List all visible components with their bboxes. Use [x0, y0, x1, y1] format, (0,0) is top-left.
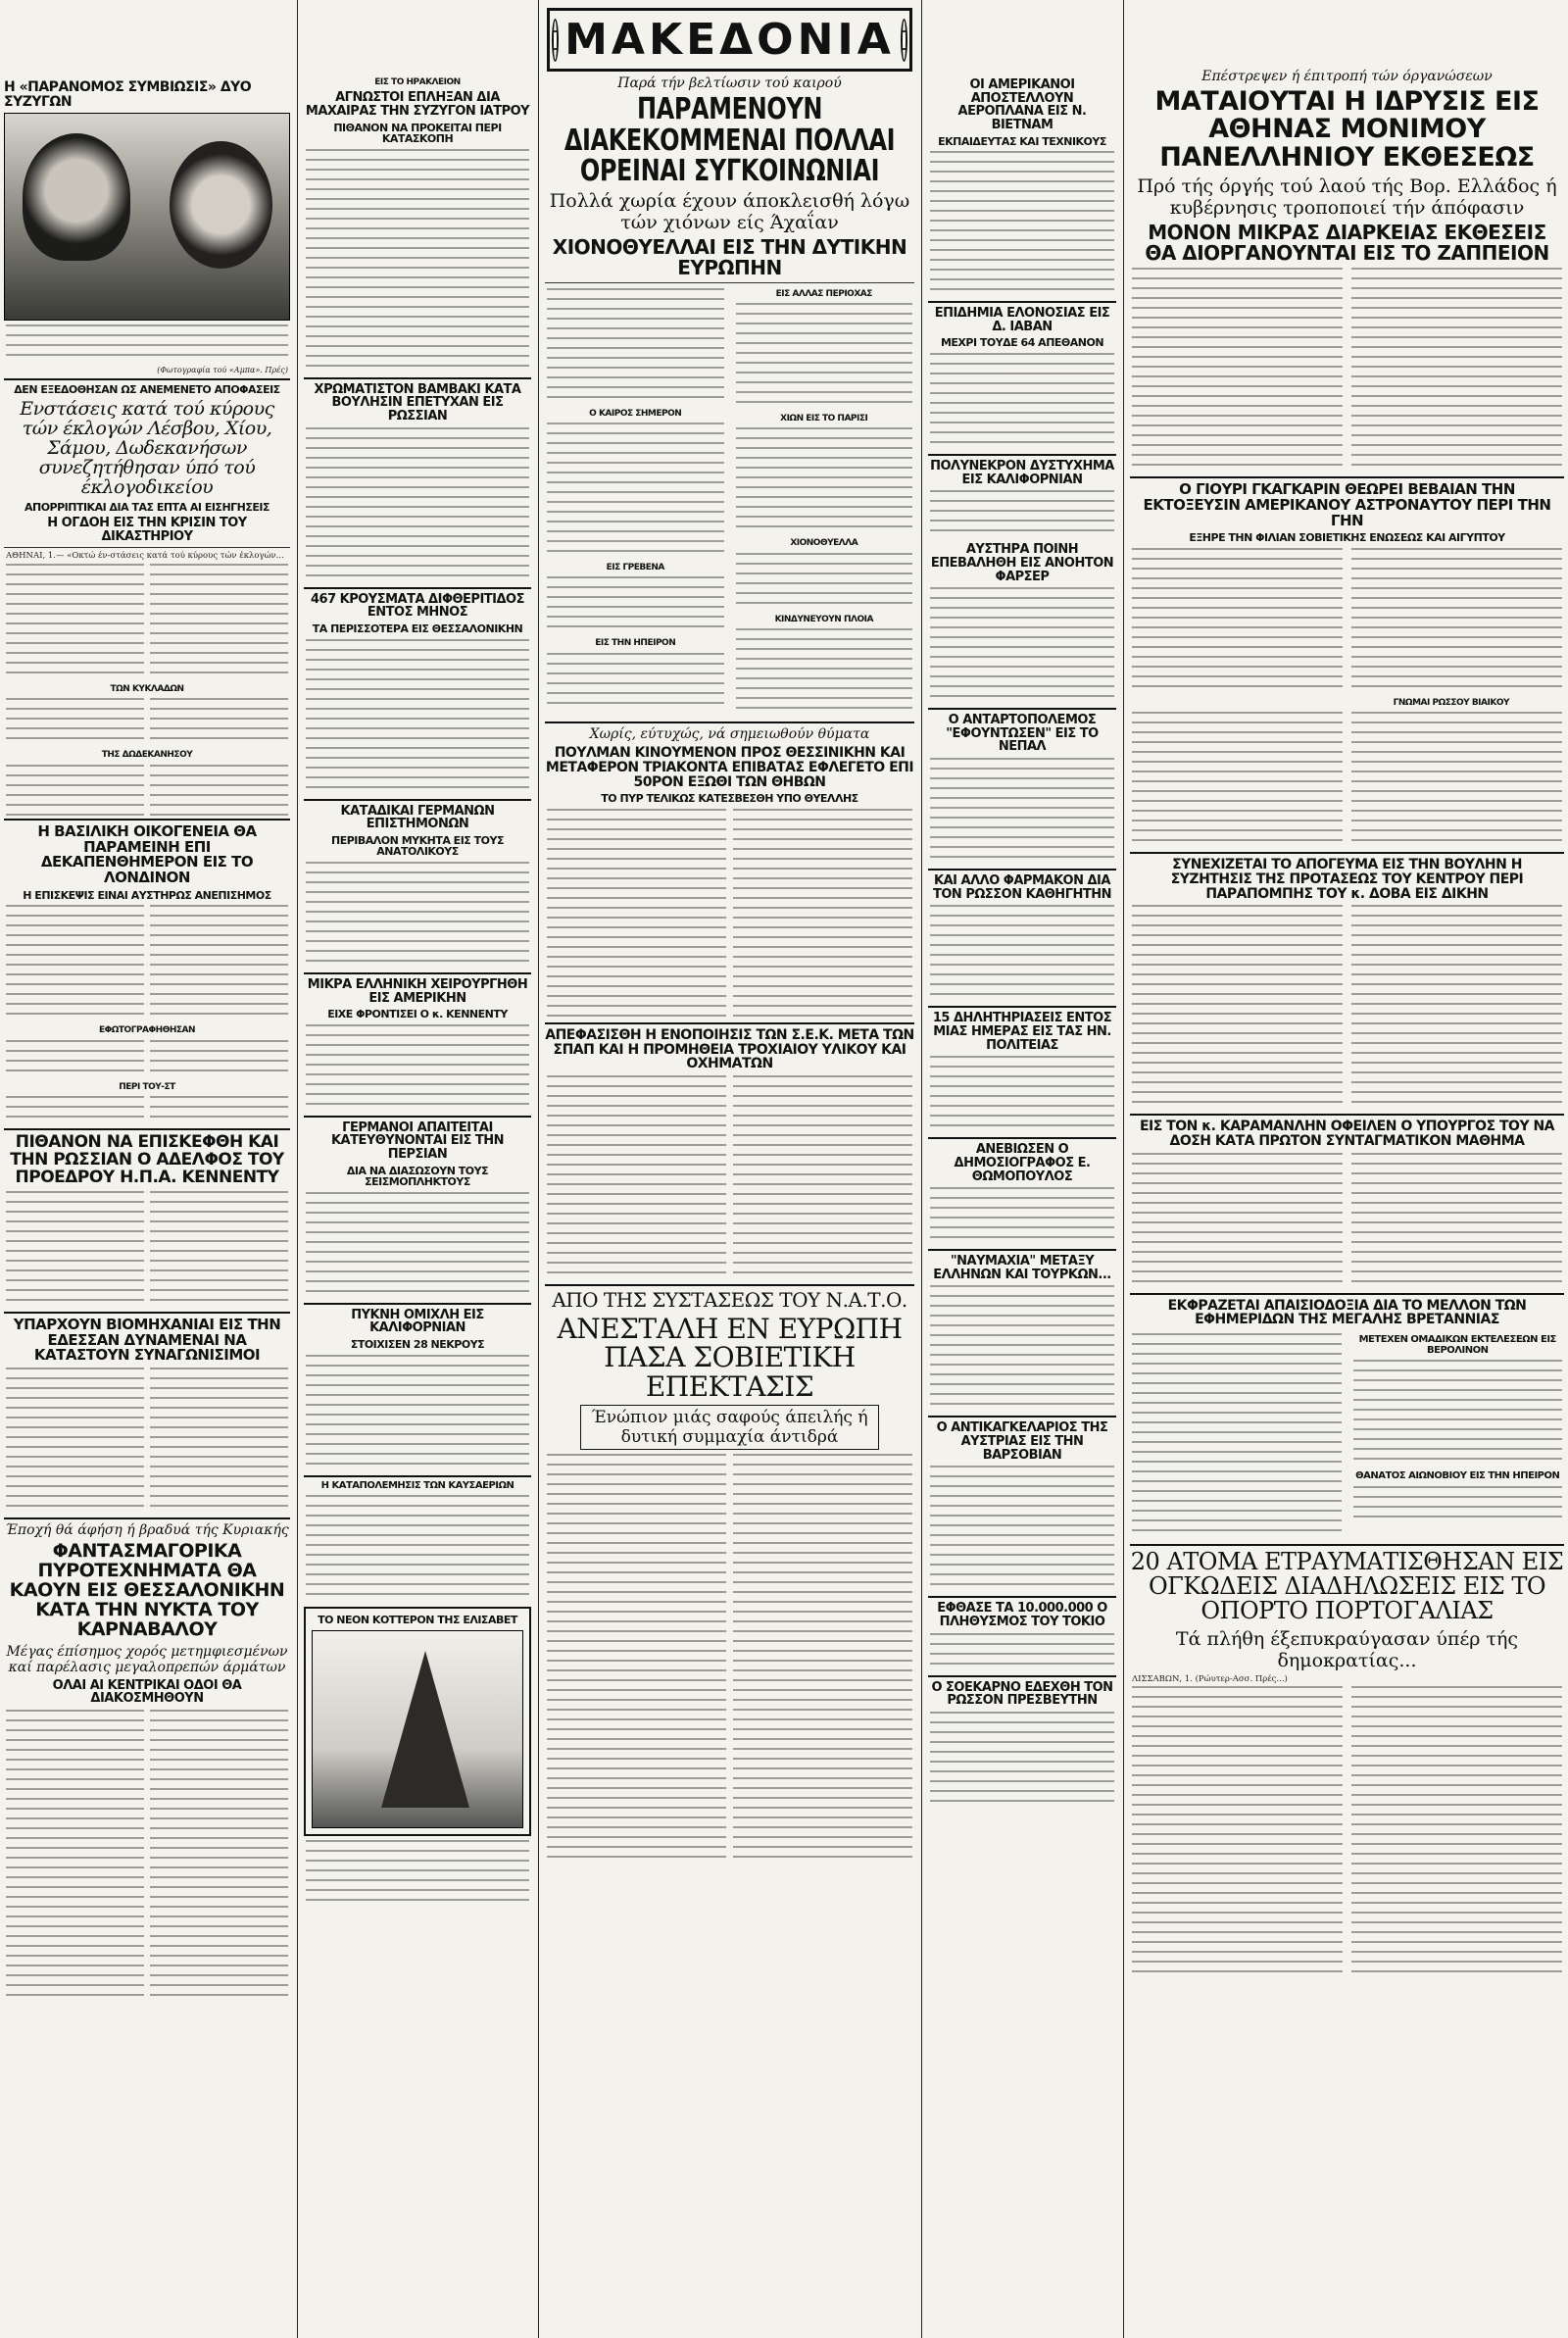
- headline-fog-sub: ΣΤΟΙΧΙΣΕΝ 28 ΝΕΚΡΟΥΣ: [350, 1338, 485, 1352]
- headline-penalty: ΑΥΣΤΗΡΑ ΠΟΙΝΗ ΕΠΕΒΑΛΗΘΗ ΕΙΣ ΑΝΟΗΤΟΝ ΦΑΡΣΕΡ: [930, 542, 1114, 584]
- headline-surgery-sub: ΕΙΧΕ ΦΡΟΝΤΙΣΕΙ Ο κ. ΚΕΝΝΕΝΤΥ: [327, 1008, 508, 1021]
- headline-bus-fire-sub: ΤΟ ΠΥΡ ΤΕΛΙΚΩΣ ΚΑΤΕΣΒΕΣΘΗ ΥΠΟ ΘΥΕΛΛΗΣ: [601, 792, 858, 806]
- headline-fireworks-sub: ΟΛΑΙ ΑΙ ΚΕΝΤΡΙΚΑΙ ΟΔΟΙ ΘΑ ΔΙΑΚΟΣΜΗΘΟΥΝ: [52, 1677, 242, 1707]
- article-body: [930, 353, 1114, 451]
- column-3: [541, 0, 918, 2338]
- headline-court: Η ΟΓΔΟΗ ΕΙΣ ΤΗΝ ΚΡΙΣΙΝ ΤΟΥ ΔΙΚΑΣΤΗΡΙΟΥ: [47, 516, 247, 544]
- headline-snowstorms: ΧΙΟΝΟΘΥΕΛΛΑΙ ΕΙΣ ΤΗΝ ΔΥΤΙΚΗΝ ΕΥΡΩΠΗΝ: [552, 234, 907, 279]
- headline-royal-family: Η ΒΑΣΙΛΙΚΗ ΟΙΚΟΓΕΝΕΙΑ ΘΑ ΠΑΡΑΜΕΙΝΗ ΕΠΙ ΔΕΚΑΠΕΝΘΗΜΕΡΟΝ ΕΙΣ ΤΟ ΛΟΝΔΙΝΟΝ: [37, 821, 257, 887]
- headline-karamanlis: ΕΙΣ ΤΟΝ κ. ΚΑΡΑΜΑΝΛΗΝ ΟΦΕΙΛΕΝ Ο ΥΠΟΥΡΓΟΣ ΤΟΥ ΝΑ ΔΟΣΗ ΚΑΤΑ ΠΡΩΤΟΝ ΣΥΝΤΑΓΜΑΤΙΚΟΝ ΜΑΘΗΜΑ: [1139, 1119, 1555, 1150]
- photo-caption-text: [306, 1840, 529, 1909]
- subhead-russian-opinion: ΓΝΩΜΑΙ ΡΩΣΣΟΥ ΒΙΑΙΚΟΥ: [1393, 697, 1509, 708]
- headline-scientists: ΚΑΤΑΔΙΚΑΙ ΓΕΡΜΑΝΩΝ ΕΠΙΣΤΗΜΟΝΩΝ: [340, 803, 495, 832]
- article-body: [547, 1454, 912, 1865]
- headline-bus-fire: ΠΟΥΛΜΑΝ ΚΙΝΟΥΜΕΝΟΝ ΠΡΟΣ ΘΕΣΣΙΝΙΚΗΝ ΚΑΙ ΜΕΤΑΦΕΡΟΝ ΤΡΙΑΚΟΝΤΑ ΕΠΙΒΑΤΑΣ ΕΦΛΕΓΕΤΟ ΕΠΙ 50ΡΟΝ ΕΞΩΘΙ ΤΩΝ ΘΗΒΩΝ: [545, 745, 914, 790]
- article-body: [1132, 1686, 1562, 1980]
- headline-surgery: ΜΙΚΡΑ ΕΛΛΗΝΙΚΗ ΧΕΙΡΟΥΡΓΗΘΗ ΕΙΣ ΑΜΕΡΙΚΗΝ: [307, 976, 528, 1006]
- article-body: [6, 698, 288, 747]
- headline-gagarin-sub: ΕΞΗΡΕ ΤΗΝ ΦΙΛΙΑΝ ΣΟΒΙΕΤΙΚΗΣ ΕΝΩΣΕΩΣ ΚΑΙ ΑΙΓΥΠΤΟΥ: [1189, 531, 1505, 545]
- subhead-weather-today: Ο ΚΑΙΡΟΣ ΣΗΜΕΡΟΝ: [589, 408, 682, 419]
- article-body: [6, 1710, 288, 2004]
- subhead-ships: ΚΙΝΔΥΝΕΥΟΥΝ ΠΛΟΙΑ: [774, 614, 873, 624]
- headline-fireworks: ΦΑΝΤΑΣΜΑΓΟΡΙΚΑ ΠΥΡΟΤΕΧΝΗΜΑΤΑ ΘΑ ΚΑΟΥΝ ΕΙΣ ΘΕΣΣΑΛΟΝΙΚΗΝ ΚΑΤΑ ΤΗΝ ΝΥΚΤΑ ΤΟΥ ΚΑΡΝΑΒΑΛΟΥ: [9, 1540, 285, 1640]
- headline-diphtheria-sub: ΤΑ ΠΕΡΙΣΣΟΤΕΡΑ ΕΙΣ ΘΕΣΣΑΛΟΝΙΚΗΝ: [312, 622, 523, 636]
- article-body: [930, 490, 1114, 539]
- tagline-bus: Χωρίς, εύτυχώς, νά σημειωθούν θύματα: [589, 726, 870, 743]
- article-body: [306, 1192, 529, 1300]
- article-body: [930, 151, 1114, 298]
- article-body: [1132, 548, 1562, 695]
- masthead: [547, 8, 912, 72]
- article-dateline: ΑΘΗΝΑΙ, 1.— «Οκτώ έν-στάσεις κατά τού κύρους τών έκλογών...: [6, 551, 284, 562]
- headline-cohabitation: Η «ΠΑΡΑΝΟΜΟΣ ΣΥΜΒΙΩΣΙΣ» ΔΥΟ ΣΥΖΥΓΩΝ: [4, 79, 252, 110]
- subhead-nato: Ένώπιον μιάς σαφούς άπειλής ή δυτική συμμαχία άντιδρά: [580, 1405, 879, 1450]
- emblem-icon: [901, 19, 907, 62]
- article-body: [6, 905, 288, 1022]
- headline-malaria: ΕΠΙΔΗΜΙΑ ΕΛΟΝΟΣΙΑΣ ΕΙΣ Δ. ΙΑΒΑΝ: [934, 306, 1110, 334]
- photo-couple: [4, 113, 290, 321]
- photo-caption-text: [6, 324, 288, 364]
- headline-exhibition: ΜΑΤΑΙΟΥΤΑΙ Η ΙΔΡΥΣΙΣ ΕΙΣ ΑΘΗΝΑΣ ΜΟΝΙΜΟΥ ΠΑΝΕΛΛΗΝΙΟΥ ΕΚΘΕΣΕΩΣ: [1154, 86, 1540, 173]
- article-body: [1132, 712, 1562, 849]
- headline-persia: ΓΕΡΜΑΝΟΙ ΑΠΑΙΤΕΙΤΑΙ ΚΑΤΕΥΘΥΝΟΝΤΑΙ ΕΙΣ ΤΗΝ ΠΕΡΣΙΑΝ: [330, 1119, 505, 1163]
- subhead-dodecanese: ΤΗΣ ΔΩΔΕΚΑΝΗΣΟΥ: [101, 750, 193, 761]
- article-body: [6, 564, 288, 681]
- press-articles: [1126, 1331, 1568, 1541]
- headline-recount: ΔΕΝ ΕΞΕΔΟΘΗΣΑΝ ΩΣ ΑΝΕΜΕΝΕΤΟ ΑΠΟΦΑΣΕΙΣ: [14, 383, 280, 397]
- article-body: [306, 639, 529, 796]
- article-body: [1132, 1153, 1562, 1290]
- headline-fog: ΠΥΚΝΗ ΟΜΙΧΛΗ ΕΙΣ ΚΑΛΙΦΟΡΝΙΑΝ: [351, 1307, 484, 1336]
- article-body: [306, 1024, 529, 1113]
- subhead-fireworks: Μέγας έπίσημος χορός μετημφιεσμένων καί παρέλασις μεγαλοπρεπών άρμάτων: [6, 1643, 288, 1675]
- headline-scientists-sub: ΠΕΡΙΒΑΛΟΝ ΜΥΚΗΤΑ ΕΙΣ ΤΟΥΣ ΑΝΑΤΟΛΙΚΟΥΣ: [331, 833, 504, 859]
- headline-kennedy: ΠΙΘΑΝΟΝ ΝΑ ΕΠΙΣΚΕΦΘΗ ΚΑΙ ΤΗΝ ΡΩΣΣΙΑΝ Ο ΑΔΕΛΦΟΣ ΤΟΥ ΠΡΟΕΔΡΟΥ Η.Π.Α. ΚΕΝΝΕΝΤΥ: [10, 1132, 284, 1187]
- article-body: [547, 423, 724, 560]
- headline-elections: Ενστάσεις κατά τού κύρους τών έκλογών Λέσβου, Χίου, Σάμου, Δωδεκανήσων συνεζητήθησαν ύπό τού έκλογοδικείου: [20, 397, 274, 498]
- article-body: [6, 1096, 288, 1125]
- article-body: [930, 1285, 1114, 1413]
- subhead-photographed: ΕΦΩΤΟΓΡΑΦΗΘΗΣΑΝ: [98, 1025, 196, 1036]
- headline-knife-attack: ΑΓΝΩΣΤΟΙ ΕΠΛΗΞΑΝ ΔΙΑ ΜΑΧΑΙΡΑΣ ΤΗΝ ΣΥΖΥΓΟΝ ΙΑΤΡΟΥ: [305, 90, 530, 120]
- headline-cotton: ΧΡΩΜΑΤΙΣΤΟΝ ΒΑΜΒΑΚΙ ΚΑΤΑ ΒΟΥΛΗΣΙΝ ΕΠΕΤΥΧΑΝ ΕΙΣ ΡΩΣΣΙΑΝ: [314, 381, 521, 424]
- headline-california: ΠΟΛΥΝΕΚΡΟΝ ΔΥΣΤΥΧΗΜΑ ΕΙΣ ΚΑΛΙΦΟΡΝΙΑΝ: [930, 458, 1114, 487]
- article-body: [306, 1495, 529, 1603]
- column-4: [924, 0, 1120, 2338]
- kicker-heraklion: ΕΙΣ ΤΟ ΗΡΑΚΛΕΙΟΝ: [374, 77, 461, 87]
- headline-austria: Ο ΑΝΤΙΚΑΓΚΕΛΑΡΙΟΣ ΤΗΣ ΑΥΣΤΡΙΑΣ ΕΙΣ ΤΗΝ ΒΑΡΣΟΒΙΑΝ: [936, 1420, 1108, 1463]
- article-body: [6, 1368, 288, 1515]
- headline-vietnam: ΟΙ ΑΜΕΡΙΚΑΝΟΙ ΑΠΟΣΤΕΛΛΟΥΝ ΑΕΡΟΠΛΑΝΑ ΕΙΣ Ν. ΒΙΕΤΝΑΜ: [957, 77, 1087, 132]
- headline-poisonings: 15 ΔΗΛΗΤΗΡΙΑΣΕΙΣ ΕΝΤΟΣ ΜΙΑΣ ΗΜΕΡΑΣ ΕΙΣ ΤΑΣ ΗΝ. ΠΟΛΙΤΕΙΑΣ: [932, 1011, 1112, 1053]
- article-body: [930, 1712, 1114, 1810]
- article-body: [547, 576, 724, 635]
- article-body: [306, 862, 529, 970]
- article-body: [306, 149, 529, 374]
- headline-royal-family-sub: Η ΕΠΙΣΚΕΨΙΣ ΕΙΝΑΙ ΑΥΣΤΗΡΩΣ ΑΝΕΠΙΣΗΜΟΣ: [23, 888, 271, 902]
- headline-naval-battle: "ΝΑΥΜΑΧΙΑ" ΜΕΤΑΞΥ ΕΛΛΗΝΩΝ ΚΑΙ ΤΟΥΡΚΩΝ...: [933, 1254, 1111, 1282]
- article-body: [930, 905, 1114, 1003]
- snow-articles: [541, 286, 918, 720]
- headline-diphtheria: 467 ΚΡΟΥΣΜΑΤΑ ΔΙΦΘΕΡΙΤΙΔΟΣ ΕΝΤΟΣ ΜΗΝΟΣ: [310, 591, 524, 621]
- emblem-icon: [552, 19, 559, 62]
- article-body: [6, 1191, 288, 1309]
- headline-tokyo: ΕΦΘΑΣΕ ΤΑ 10.000.000 Ο ΠΛΗΘΥΣΜΟΣ ΤΟΥ ΤΟΚΙΟ: [937, 1601, 1107, 1630]
- headline-press: ΕΚΦΡΑΖΕΤΑΙ ΑΠΑΙΣΙΟΔΟΞΙΑ ΔΙΑ ΤΟ ΜΕΛΛΟΝ ΤΩΝ ΕΦΗΜΕΡΙΔΩΝ ΤΗΣ ΜΕΓΑΛΗΣ ΒΡΕΤΑΝΝΙΑΣ: [1167, 1297, 1527, 1328]
- headline-industry: ΥΠΑΡΧΟΥΝ ΒΙΟΜΗΧΑΝΙΑΙ ΕΙΣ ΤΗΝ ΕΔΕΣΣΑΝ ΔΥΝΑΜΕΝΑΙ ΝΑ ΚΑΤΑΣΤΟΥΝ ΣΥΝΑΓΩΝΙΣΙΜΟΙ: [13, 1315, 281, 1365]
- article-body: [1132, 905, 1562, 1111]
- article-body: [930, 587, 1114, 705]
- article-body: [930, 1056, 1114, 1134]
- subhead-snow: Πολλά χωρία έχουν άποκλεισθή λόγω τών χιόνων είς Άχαΐαν: [549, 189, 910, 233]
- article-body: [736, 628, 913, 717]
- headline-exhaust: Η ΚΑΤΑΠΟΛΕΜΗΣΙΣ ΤΩΝ ΚΑΥΣΑΕΡΙΩΝ: [320, 1479, 514, 1491]
- subhead-paris: ΧΙΩΝ ΕΙΣ ΤΟ ΠΑΡΙΣΙ: [780, 413, 868, 423]
- article-body: [930, 1633, 1114, 1672]
- photo-box-title: ΤΟ ΝΕΟΝ ΚΟΤΤΕΡΟΝ ΤΗΣ ΕΛΙΣΑΒΕΤ: [318, 1614, 517, 1627]
- article-body: [930, 1187, 1114, 1246]
- subhead-blizzard: ΧΙΟΝΟΘΥΕΛΛΑ: [790, 538, 858, 549]
- headline-journalist: ΑΝΕΒΙΩΣΕΝ Ο ΔΗΜΟΣΙΟΓΡΑΦΟΣ Ε. ΘΩΜΟΠΟΥΛΟΣ: [954, 1142, 1091, 1184]
- article-body: [1132, 268, 1562, 473]
- article-body: [736, 553, 913, 612]
- headline-ambassador: Ο ΣΟΕΚΑΡΝΟ ΕΔΕΧΘΗ ΤΟΝ ΡΩΣΣΟΝ ΠΡΕΣΒΕΥΤΗΝ: [931, 1679, 1113, 1709]
- headline-centenarian: ΘΑΝΑΤΟΣ ΑΙΩΝΟΒΙΟΥ ΕΙΣ ΤΗΝ ΗΠΕΙΡΟΝ: [1355, 1470, 1560, 1482]
- subhead-cyclades: ΤΩΝ ΚΥΚΛΑΔΩΝ: [110, 683, 184, 694]
- headline-knife-attack-sub: ΠΙΘΑΝΟΝ ΝΑ ΠΡΟΚΕΙΤΑΙ ΠΕΡΙ ΚΑΤΑΣΚΟΠΗ: [333, 121, 502, 146]
- article-body: [547, 653, 724, 712]
- headline-porto: 20 ΑΤΟΜΑ ΕΤΡΑΥΜΑΤΙΣΘΗΣΑΝ ΕΙΣ ΟΓΚΩΔΕΙΣ ΔΙΑΔΗΛΩΣΕΙΣ ΕΙΣ ΤΟ ΟΠΟΡΤΟ ΠΟΡΤΟΓΑΛΙΑΣ: [1130, 1548, 1564, 1625]
- article-body: [930, 758, 1114, 866]
- headline-nato: ΑΝΕΣΤΑΛΗ ΕΝ ΕΥΡΩΠΗ ΠΑΣΑ ΣΟΒΙΕΤΙΚΗ ΕΠΕΚΤΑΣΙΣ: [557, 1312, 903, 1403]
- headline-railways: ΑΠΕΦΑΣΙΣΘΗ Η ΕΝΟΠΟΙΗΣΙΣ ΤΩΝ Σ.Ε.Κ. ΜΕΤΑ ΤΩΝ ΣΠΑΠ ΚΑΙ Η ΠΡΟΜΗΘΕΙΑ ΤΡΟΧΙΑΙΟΥ ΥΛΙΚΟΥ ΚΑΙ ΟΧΗΜΑΤΩΝ: [545, 1026, 914, 1072]
- subhead-dress: ΠΕΡΙ ΤΟΥ-ΣΤ: [119, 1081, 175, 1092]
- subhead-exhibition: Πρό τής όργής τού λαού τής Βορ. Ελλάδος ή κυβέρνησις τροποποιεί τήν άπόφασιν: [1137, 175, 1557, 220]
- article-body: [547, 288, 724, 406]
- article-body: [547, 809, 912, 1020]
- column-2: [300, 0, 535, 2338]
- column-5: [1126, 0, 1568, 2338]
- headline-executions: ΜΕΤΕΧΕΝ ΟΜΑΔΙΚΩΝ ΕΚΤΕΛΕΣΕΩΝ ΕΙΣ ΒΕΡΟΛΙΝΟΝ: [1358, 1334, 1556, 1356]
- kicker-fireworks: Έποχή θά άφήση ή βραδυά τής Κυριακής: [5, 1522, 289, 1539]
- headline-gagarin: Ο ΓΙΟΥΡΙ ΓΚΑΓΚΑΡΙΝ ΘΕΩΡΕΙ ΒΕΒΑΙΑΝ ΤΗΝ ΕΚΤΟΞΕΥΣΙΝ ΑΜΕΡΙΚΑΝΟΥ ΑΣΤΡΟΝΑΥΤΟΥ ΠΕΡΙ ΤΗΝ ΓΗΝ: [1143, 480, 1551, 529]
- subhead-other-areas: ΕΙΣ ΑΛΛΑΣ ΠΕΡΙΟΧΑΣ: [775, 288, 872, 299]
- article-body: [306, 427, 529, 584]
- article-body: [930, 1466, 1114, 1593]
- column-1: [0, 0, 294, 2338]
- photo-credit: (Φωτογραφία τού «Αμπα». Πρές): [157, 366, 288, 375]
- headline-zappeion: ΜΟΝΟΝ ΜΙΚΡΑΣ ΔΙΑΡΚΕΙΑΣ ΕΚΘΕΣΕΙΣ ΘΑ ΔΙΟΡΓΑΝΟΥΝΤΑΙ ΕΙΣ ΤΟ ΖΑΠΠΕΙΟΝ: [1145, 221, 1549, 266]
- headline-persia-sub: ΔΙΑ ΝΑ ΔΙΑΣΩΣΟΥΝ ΤΟΥΣ ΣΕΙΣΜΟΠΛΗΚΤΟΥΣ: [346, 1164, 489, 1189]
- headline-vietnam-sub: ΕΚΠΑΙΔΕΥΤΑΣ ΚΑΙ ΤΕΧΝΙΚΟΥΣ: [938, 134, 1106, 148]
- headline-parliament: ΣΥΝΕΧΙΖΕΤΑΙ ΤΟ ΑΠΟΓΕΥΜΑ ΕΙΣ ΤΗΝ ΒΟΥΛΗΝ Η ΣΥΖΗΤΗΣΙΣ ΤΗΣ ΠΡΟΤΑΣΕΩΣ ΤΟΥ ΚΕΝΤΡΟΥ ΠΕΡΙ ΠΑΡΑΠΟΜΠΗΣ ΤΟΥ κ. ΔΟΒΑ ΕΙΣ ΔΙΚΗΝ: [1170, 857, 1524, 902]
- tagline-weather: Παρά τήν βελτίωσιν τού καιρού: [617, 75, 842, 91]
- headline-malaria-sub: ΜΕΧΡΙ ΤΟΥΔΕ 64 ΑΠΕΘΑΝΟΝ: [940, 336, 1104, 350]
- subhead-epirus: ΕΙΣ ΤΗΝ ΗΠΕΙΡΟΝ: [595, 638, 676, 649]
- article-dateline-porto: ΛΙΣΣΑΒΩΝ, 1. (Ρώυτερ-Ασσ. Πρές...): [1132, 1673, 1288, 1684]
- subhead-porto: Τά πλήθη έξεπυκραύγασαν ύπέρ τής δημοκρατίας...: [1175, 1627, 1519, 1671]
- headline-rejected: ΑΠΟΡΡΙΠΤΙΚΑΙ ΔΙΑ ΤΑΣ ΕΠΤΑ ΑΙ ΕΙΣΗΓΗΣΕΙΣ: [24, 500, 270, 514]
- photo-sailboat: [312, 1630, 523, 1828]
- article-body: [547, 1075, 912, 1281]
- headline-nepal: Ο ΑΝΤΑΡΤΟΠΟΛΕΜΟΣ "ΕΦΟΥΝΤΩΣΕΝ" ΕΙΣ ΤΟ ΝΕΠΑΛ: [946, 713, 1099, 755]
- article-body: [6, 765, 288, 816]
- article-body: [1132, 1333, 1342, 1539]
- photo-box-sailboat: [304, 1607, 531, 1836]
- article-body: [306, 1355, 529, 1472]
- article-body: [1353, 1486, 1563, 1525]
- masthead-title: ΜΑΚΕΔΟΝΙΑ: [564, 15, 895, 65]
- headline-snow: ΠΑΡΑΜΕΝΟΥΝ ΔΙΑΚΕΚΟΜΜΕΝΑΙ ΠΟΛΛΑΙ ΟΡΕΙΝΑΙ ΣΥΓΚΟΙΝΩΝΙΑΙ: [564, 92, 896, 188]
- article-body: [736, 427, 913, 535]
- headline-drug: ΚΑΙ ΑΛΛΟ ΦΑΡΜΑΚΟΝ ΔΙΑ ΤΟΝ ΡΩΣΣΟΝ ΚΑΘΗΓΗΤΗΝ: [933, 873, 1111, 902]
- article-body: [6, 1040, 288, 1079]
- article-body: [736, 303, 913, 411]
- article-body: [1353, 1360, 1563, 1467]
- kicker-nato: ΑΠΟ ΤΗΣ ΣΥΣΤΑΣΕΩΣ ΤΟΥ Ν.Α.Τ.Ο.: [552, 1287, 907, 1312]
- subhead-grevena: ΕΙΣ ΓΡΕΒΕΝΑ: [606, 562, 664, 572]
- kicker-exhibition: Επέστρεψεν ή έπιτροπή τών όργανώσεων: [1201, 69, 1493, 84]
